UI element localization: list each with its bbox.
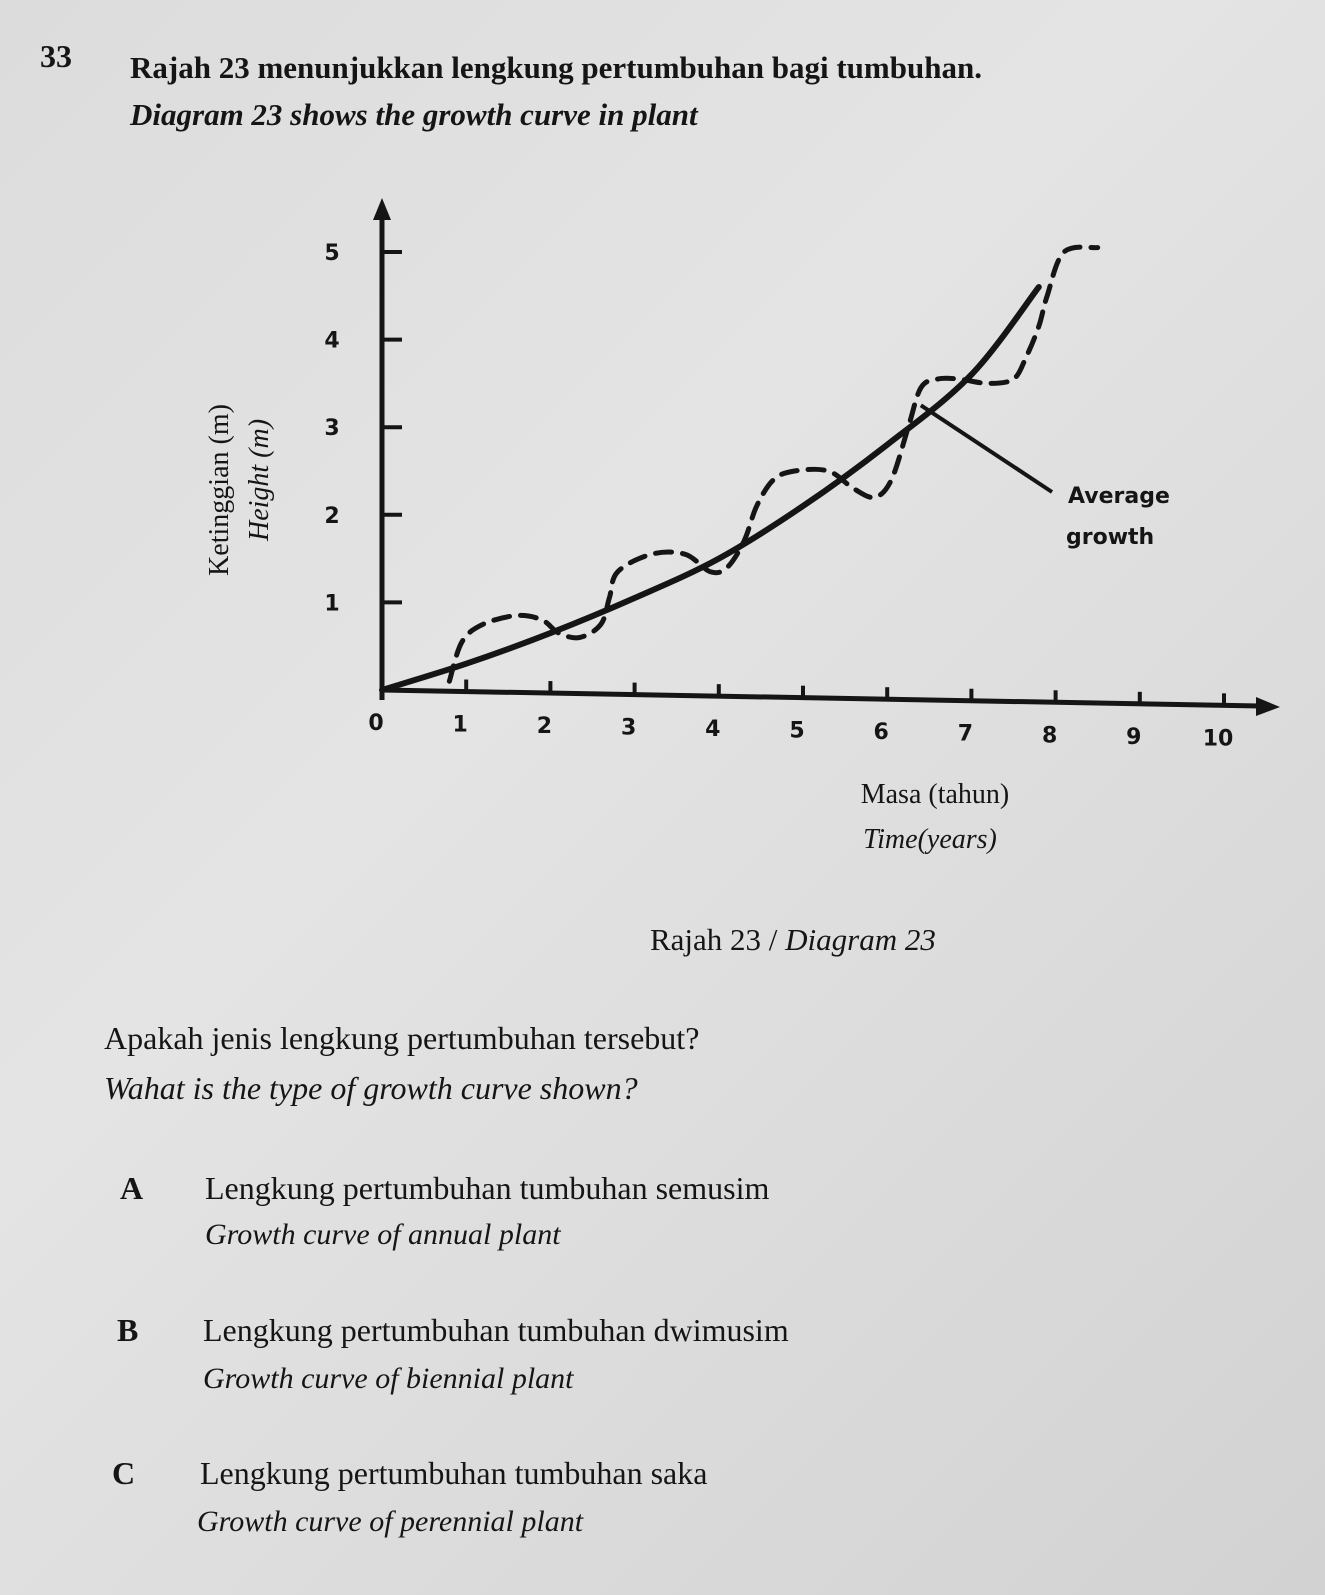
option-c-letter: C (112, 1455, 136, 1491)
x-axis-label-ms: Masa (tahun) (860, 779, 1010, 810)
y-tick-label: 3 (324, 416, 340, 442)
x-tick-label: 9 (1126, 724, 1142, 750)
option-a-text-en: Growth curve of annual plant (205, 1218, 561, 1251)
caption-ms: Rajah 23 / (650, 922, 786, 957)
y-tick-label: 2 (324, 503, 340, 529)
chart-axes (373, 198, 1280, 716)
annotation-pointer-line (921, 405, 1052, 492)
question-number: 33 (40, 38, 72, 74)
chart-series (382, 247, 1098, 690)
actual-growth-dashed-line (449, 247, 1097, 681)
x-tick-label: 3 (620, 715, 637, 741)
y-tick-label: 1 (324, 591, 340, 617)
option-a[interactable] (120, 1170, 143, 1207)
annotation-label-average: Average (1068, 484, 1170, 509)
chart-labels (204, 241, 1233, 855)
x-tick-label: 10 (1202, 726, 1234, 752)
question-text-en: Diagram 23 shows the growth curve in plant (130, 97, 698, 132)
caption-en: Diagram 23 (785, 922, 936, 957)
x-axis-line (382, 690, 1260, 706)
y-axis-label-ms: Ketinggian (m) (204, 404, 235, 576)
y-tick-label: 4 (324, 328, 340, 354)
y-axis-arrow (373, 198, 391, 220)
x-axis-arrow (1256, 697, 1280, 716)
option-c-text-ms: Lengkung pertumbuhan tumbuhan saka (200, 1455, 708, 1491)
x-tick-label: 1 (452, 712, 468, 738)
x-tick-label: 7 (957, 721, 974, 747)
x-axis-label-en: Time(years) (863, 824, 997, 855)
option-c[interactable] (112, 1455, 135, 1492)
x-tick-label: 4 (705, 717, 721, 743)
option-a-text-ms: Lengkung pertumbuhan tumbuhan semusim (205, 1170, 770, 1206)
option-b-letter: B (117, 1312, 139, 1348)
annotation-label-growth: growth (1066, 525, 1155, 550)
ask-text-en: Wahat is the type of growth curve shown? (104, 1070, 638, 1106)
option-b-text-ms: Lengkung pertumbuhan tumbuhan dwimusim (203, 1312, 789, 1348)
option-b[interactable] (117, 1312, 138, 1349)
question-text-ms: Rajah 23 menunjukkan lengkung pertumbuhan bagi tumbuhan. (130, 50, 982, 85)
y-axis-label-en: Height (m) (244, 418, 275, 542)
option-c-text-en: Growth curve of perennial plant (197, 1505, 584, 1538)
y-tick-label: 5 (324, 241, 340, 266)
x-tick-label: 5 (789, 718, 805, 744)
average-growth-line (382, 287, 1039, 690)
option-b-text-en: Growth curve of biennial plant (203, 1362, 574, 1395)
x-tick-label: 2 (536, 714, 553, 740)
diagram-caption (650, 922, 936, 958)
x-tick-label: 8 (1041, 723, 1058, 749)
x-tick-label: 0 (368, 711, 384, 736)
x-tick-label: 6 (873, 720, 889, 746)
ask-text-ms: Apakah jenis lengkung pertumbuhan tersebut? (104, 1020, 700, 1056)
option-a-letter: A (120, 1170, 144, 1206)
